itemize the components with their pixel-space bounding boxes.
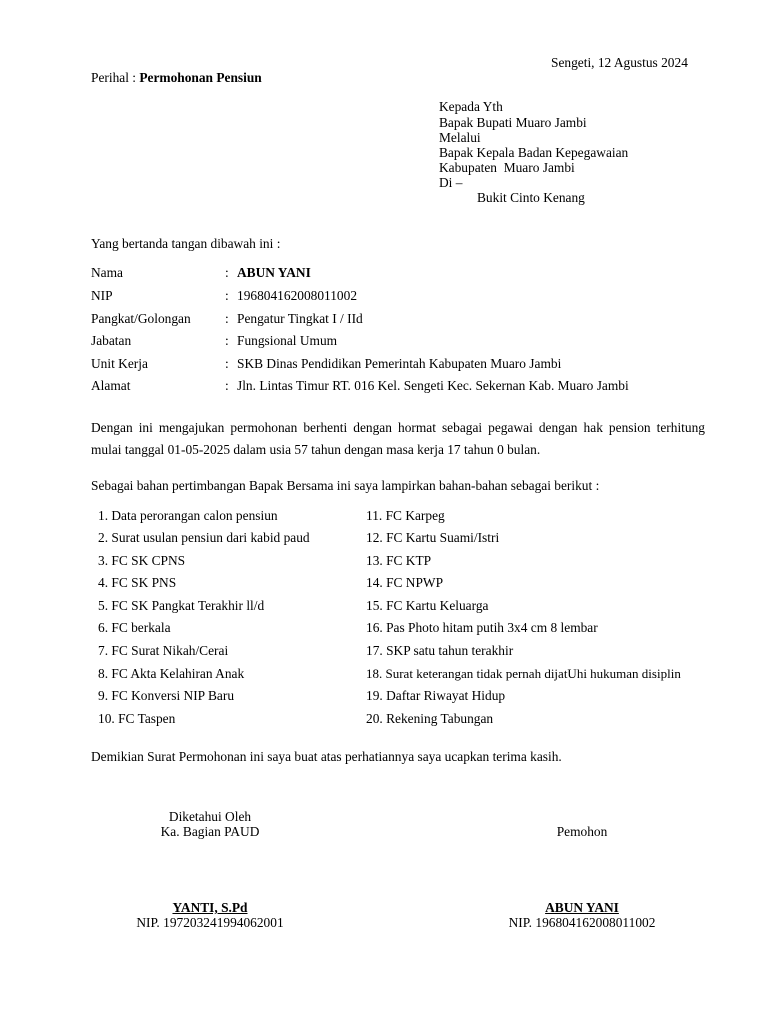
identity-colon: : [225, 333, 229, 348]
identity-label: NIP [91, 288, 113, 303]
addressee-line: Melalui [439, 130, 481, 145]
attachment-item: 3. FC SK CPNS [98, 553, 186, 568]
identity-colon: : [225, 288, 229, 303]
signature-right-nip: NIP. 196804162008011002 [508, 915, 656, 930]
attachment-item: 15. FC Kartu Keluarga [366, 598, 489, 613]
attachment-item: 5. FC SK Pangkat Terakhir ll/d [98, 598, 265, 613]
addressee-line: Kabupaten Muaro Jambi [439, 160, 575, 175]
subject-value: Permohonan Pensiun [139, 70, 262, 85]
closing-text: Demikian Surat Permohonan ini saya buat atas perhatiannya saya ucapkan terima kasih. [91, 749, 562, 764]
attachment-item: 2. Surat usulan pensiun dari kabid paud [98, 530, 310, 545]
identity-value: SKB Dinas Pendidikan Pemerintah Kabupaten Muaro Jambi [237, 356, 562, 371]
identity-colon: : [225, 378, 229, 393]
identity-value: 196804162008011002 [237, 288, 358, 303]
attachment-item: 6. FC berkala [98, 620, 171, 635]
attachment-item: 11. FC Karpeg [366, 508, 445, 523]
identity-label: Nama [91, 265, 123, 280]
attachment-item: 7. FC Surat Nikah/Cerai [98, 643, 229, 658]
signatory-name: ABUN YANI [545, 900, 619, 915]
addressee-line: Di – [439, 175, 463, 190]
identity-colon: : [225, 356, 229, 371]
identity-label: Alamat [91, 378, 131, 393]
addressee-line: Bapak Kepala Badan Kepegawaian [439, 145, 629, 160]
identity-value: Jln. Lintas Timur RT. 016 Kel. Sengeti Kec. Sekernan Kab. Muaro Jambi [237, 378, 629, 393]
attachments-intro: Sebagai bahan pertimbangan Bapak Bersama ini saya lampirkan bahan-bahan sebagai berikut : [91, 478, 600, 493]
subject-label: Perihal : [91, 70, 136, 85]
signature-left-line1: Diketahui Oleh [168, 809, 252, 824]
date-line: Sengeti, 12 Agustus 2024 [551, 55, 688, 70]
signature-right-name [482, 900, 682, 915]
signatory-name: YANTI, S.Pd [172, 900, 248, 915]
identity-value: ABUN YANI [237, 265, 311, 280]
attachment-item: 9. FC Konversi NIP Baru [98, 688, 235, 703]
attachment-item: 12. FC Kartu Suami/Istri [366, 530, 500, 545]
attachment-item: 17. SKP satu tahun terakhir [366, 643, 514, 658]
intro-text: Yang bertanda tangan dibawah ini : [91, 236, 281, 251]
addressee-line: Bapak Bupati Muaro Jambi [439, 115, 587, 130]
signature-right-role: Pemohon [556, 824, 608, 839]
attachment-item: 16. Pas Photo hitam putih 3x4 cm 8 lembar [366, 620, 598, 635]
attachment-item: 1. Data perorangan calon pensiun [98, 508, 278, 523]
attachment-item: 20. Rekening Tabungan [366, 711, 494, 726]
addressee-line: Bukit Cinto Kenang [477, 190, 585, 205]
signature-left-line2: Ka. Bagian PAUD [160, 824, 260, 839]
identity-label: Unit Kerja [91, 356, 148, 371]
signature-left-nip: NIP. 197203241994062001 [136, 915, 284, 930]
identity-colon: : [225, 265, 229, 280]
attachment-item: 10. FC Taspen [98, 711, 176, 726]
identity-colon: : [225, 311, 229, 326]
addressee-line: Kepada Yth [439, 99, 503, 114]
attachment-item: 14. FC NPWP [366, 575, 444, 590]
attachment-item: 13. FC KTP [366, 553, 432, 568]
signature-left-name [110, 900, 310, 915]
identity-value: Pengatur Tingkat I / IId [237, 311, 363, 326]
attachment-item: 4. FC SK PNS [98, 575, 177, 590]
attachment-item: 8. FC Akta Kelahiran Anak [98, 666, 245, 681]
attachment-item: 18. Surat keterangan tidak pernah dijatUhi hukuman disiplin [366, 666, 681, 681]
identity-value: Fungsional Umum [237, 333, 338, 348]
attachment-item: 19. Daftar Riwayat Hidup [366, 688, 506, 703]
identity-label: Jabatan [91, 333, 132, 348]
subject-line [91, 70, 262, 85]
request-paragraph: Dengan ini mengajukan permohonan berhenti dengan hormat sebagai pegawai dengan hak pension terhitung mulai tanggal 01-05-2025 dalam usia 57 tahun dengan masa kerja 17 tahun 0 bulan. [91, 420, 705, 457]
identity-label: Pangkat/Golongan [91, 311, 191, 326]
